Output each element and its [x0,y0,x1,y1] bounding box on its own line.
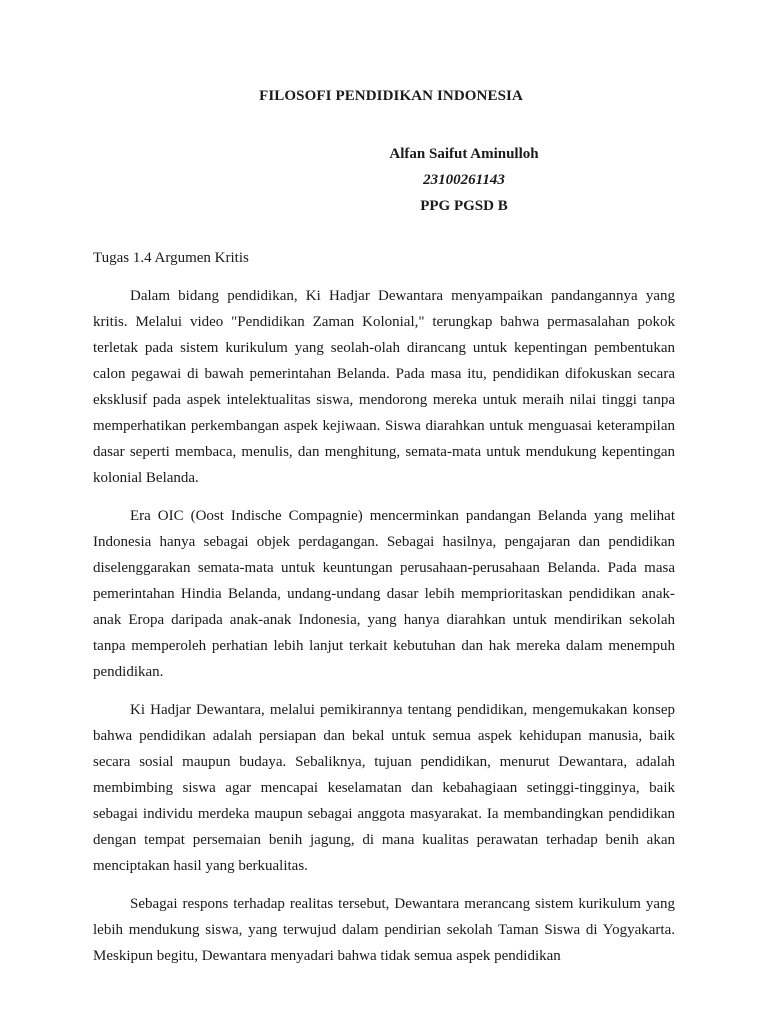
paragraph: Sebagai respons terhadap realitas tersebut, Dewantara merancang sistem kurikulum yang lebih mendukung siswa, yang terwujud dalam pendirian sekolah Taman Siswa di Yogyakarta. Meskipun begitu, Dewantara menyadari bahwa tidak semua aspek pendidikan [93,896,675,964]
body-text [93,283,675,981]
author-block [0,141,768,219]
program-name: PPG PGSD B [420,198,508,214]
paragraph: Era OIC (Oost Indische Compagnie) mencerminkan pandangan Belanda yang melihat Indonesia hanya sebagai objek perdagangan. Sebagai hasilnya, pengajaran dan pendidikan diselenggarakan semata-mata untuk keuntungan perusahaan-perusahaan Belanda. Pada masa pemerintahan Hindia Belanda, undang-undang dasar lebih memprioritaskan pendidikan anak-anak Eropa daripada anak-anak Indonesia, yang hanya diarahkan untuk mendirikan sekolah tanpa memperoleh perhatian lebih lanjut terkait kebutuhan dan hak mereka dalam menempuh pendidikan. [93,508,675,680]
author-name: Alfan Saifut Aminulloh [389,146,539,162]
student-id: 23100261143 [423,172,505,188]
document-title: FILOSOFI PENDIDIKAN INDONESIA [259,88,523,104]
paragraph: Ki Hadjar Dewantara, melalui pemikirannya tentang pendidikan, mengemukakan konsep bahwa pendidikan adalah persiapan dan bekal untuk semua aspek kehidupan manusia, baik secara sosial maupun budaya. Sebaliknya, tujuan pendidikan, menurut Dewantara, adalah membimbing siswa agar mencapai keselamatan dan kebahagiaan setinggi-tingginya, baik sebagai individu merdeka maupun sebagai anggota masyarakat. Ia membandingkan pendidikan dengan tempat persemaian benih jagung, di mana kualitas perawatan terhadap benih akan menciptakan hasil yang berkualitas. [93,702,675,874]
task-label: Tugas 1.4 Argumen Kritis [93,250,249,266]
paragraph: Dalam bidang pendidikan, Ki Hadjar Dewantara menyampaikan pandangannya yang kritis. Melalui video "Pendidikan Zaman Kolonial," terungkap bahwa permasalahan pokok terletak pada sistem kurikulum yang seolah-olah dirancang untuk kepentingan pembentukan calon pegawai di bawah pemerintahan Belanda. Pada masa itu, pendidikan difokuskan secara eksklusif pada aspek intelektualitas siswa, mendorong mereka untuk meraih nilai tinggi tanpa memperhatikan perkembangan aspek kejiwaan. Siswa diarahkan untuk menguasai keterampilan dasar seperti membaca, menulis, dan menghitung, semata-mata untuk mendukung kepentingan kolonial Belanda. [93,288,675,486]
